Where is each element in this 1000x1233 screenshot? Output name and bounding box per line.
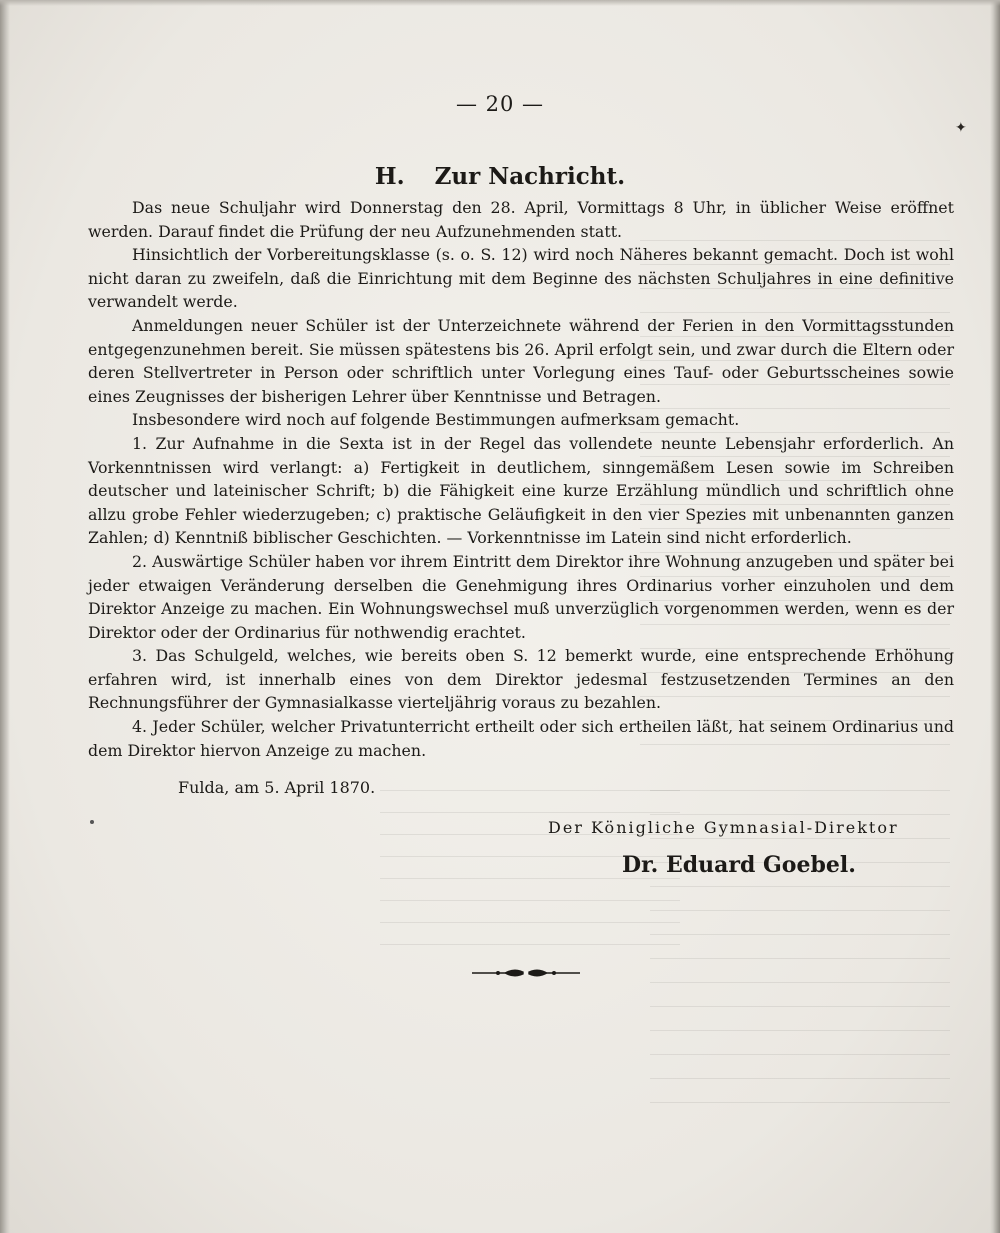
body-text [88,196,954,762]
paragraph-rule-4: 4. Jeder Schüler, welcher Privatunterricht ertheilt oder sich ertheilen läßt, hat seinem Ordinarius und dem Direktor hiervon Anzeige zu machen. [88,717,954,760]
section-heading [0,163,1000,190]
director-title: Der Königliche Gymnasial-Direktor [548,818,899,837]
page-number: — 20 — [455,92,545,116]
section-letter: H. [374,163,405,190]
dateline: Fulda, am 5. April 1870. [178,778,376,797]
section-title: Zur Nachricht. [434,163,626,190]
paragraph-rule-3: 3. Das Schulgeld, welches, wie bereits oben S. 12 bemerkt wurde, eine entsprechende Erhöhung erfahren wird, ist innerhalb eines von dem Direktor jedesmal festzusetzenden Termines an den Rechnungsführer der Gymnasialkasse vierteljährig voraus zu bezahlen. [88,646,954,713]
ornament-divider-icon [470,966,582,980]
paragraph-preparatory-class: Hinsichtlich der Vorbereitungsklasse (s. o. S. 12) wird noch Näheres bekannt gemacht. Doch ist wohl nicht daran zu zweifeln, daß die Einrichtung mit dem Beginne des nächsten Schuljahres in eine definitive verwandelt werde. [88,245,954,312]
margin-dot [90,820,94,824]
bleed-through-texture [650,790,950,1120]
paragraph-registration: Anmeldungen neuer Schüler ist der Unterzeichnete während der Ferien in den Vormittagsstunden entgegenzunehmen bereit. Sie müssen spätestens bis 26. April erfolgt sein, und zwar durch die Eltern oder deren Stellvertreter in Person oder schriftlich unter Vorlegung eines Tauf- oder Geburtsscheines sowie eines Zeugnisses der bisherigen Lehrer über Kenntnisse und Betragen. [88,315,954,406]
paragraph-rule-2: 2. Auswärtige Schüler haben vor ihrem Eintritt dem Direktor ihre Wohnung anzugeben und später bei jeder etwaigen Veränderung derselben die Genehmigung ihres Ordinarius vorher einzuholen und dem Direktor Anzeige zu machen. Ein Wohnungswechsel muß unverzüglich vorgenommen werden, wenn es der Direktor oder der Ordinarius für nothwendig erachtet. [88,551,954,642]
margin-mark: ✦ [955,120,967,136]
paragraph-rule-1: 1. Zur Aufnahme in die Sexta ist in der Regel das vollendete neunte Lebensjahr erforderlich. An Vorkenntnissen wird verlangt: a) Fertigkeit in deutlichem, sinngemäßem Lesen sowie im Schreiben deutscher und lateinischer Schrift; b) die Fähigkeit eine kurze Erzählung mündlich und schriftlich ohne allzu grobe Fehler wiederzugeben; c) praktische Geläufigkeit in den vier Spezies mit unbenannten ganzen Zahlen; d) Kenntniß biblischer Geschichten. — Vorkenntnisse im Latein sind nicht erforderlich. [88,433,954,548]
paragraph-school-year: Das neue Schuljahr wird Donnerstag den 28. April, Vormittags 8 Uhr, in üblicher Weise eröffnet werden. Darauf findet die Prüfung der neu Aufzunehmenden statt. [88,198,954,241]
signature: Dr. Eduard Goebel. [622,852,856,878]
paragraph-regulations-intro: Insbesondere wird noch auf folgende Bestimmungen aufmerksam gemacht. [132,410,740,430]
page-edge-top [0,0,1000,6]
